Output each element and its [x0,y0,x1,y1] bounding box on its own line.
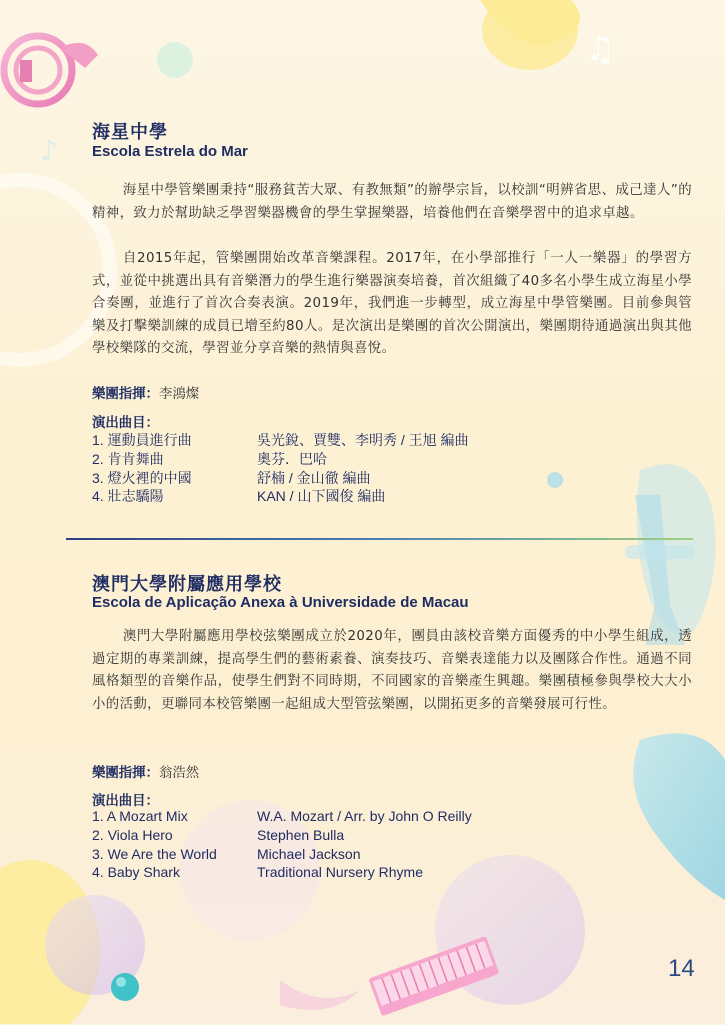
program-title: 1. 運動員進行曲 [92,432,192,448]
section2-paragraph-1: 澳門大學附屬應用學校弦樂團成立於2020年，團員由該校音樂方面優秀的中小學生組成，透過定期的專業訓練，提高學生們的藝術素養、演奏技巧、音樂表達能力以及團隊合作性。通過不同風格類型的音樂作品，使學生們對不同時期，不同國家的音樂產生興趣。樂團積極參與學校大大小小的活動，更聯同本校管樂團一起組成大型管弦樂團，以開拓更多的音樂發展可行性。 [92,629,692,712]
section2-title-pt: Escola de Aplicação Anexa à Universidade de Macau [92,594,469,611]
section1-conductor [92,383,199,402]
program-title: 2. Viola Hero [92,826,173,843]
keyboard-icon [368,935,508,1025]
french-horn-icon [0,20,100,130]
svg-text:♪: ♪ [40,134,58,167]
svg-text:♫: ♫ [585,29,616,69]
program-credit: 吳光銳、賈雙、李明秀 / 王旭 編曲 [257,432,469,448]
program-item [92,450,652,469]
program-item [92,807,652,826]
program-title: 4. 壯志驕陽 [92,488,164,505]
program-title: 3. 燈火裡的中國 [92,469,192,486]
program-credit: KAN / 山下國俊 編曲 [257,488,386,505]
program-credit: W.A. Mozart / Arr. by John O Reilly [257,808,472,824]
section2-conductor [92,762,199,781]
page-number: 14 [668,955,695,982]
program-title: 3. We Are the World [92,845,217,862]
program-credit: Traditional Nursery Rhyme [257,864,423,881]
program-credit: Michael Jackson [257,845,361,862]
conductor-name: 李鴻燦 [158,387,200,402]
program-item [92,431,652,450]
program-item [92,487,652,506]
section1-title-pt: Escola Estrela do Mar [92,143,248,160]
program-title: 1. A Mozart Mix [92,808,188,824]
section2-title-zh: 澳門大學附屬應用學校 [92,574,282,595]
section1-paragraph-1: 海星中學管樂團秉持“服務貧苦大眾、有教無類”的辦學宗旨，以校訓“明辨省思、成己達人”的精神，致力於幫助缺乏學習樂器機會的學生掌握樂器，培養他們在音樂學習中的追求卓越。 [92,183,692,221]
conductor-name: 翁浩然 [158,766,200,781]
section1-program-list [92,431,652,506]
program-item [92,826,652,845]
program-credit: 奧芬．巴哈 [257,450,327,467]
program-credit: 舒楠 / 金山徹 編曲 [257,469,371,486]
program-item [92,845,652,864]
section1-title-zh: 海星中學 [92,122,168,143]
program-title: 2. 肯肯舞曲 [92,450,164,467]
program-item [92,469,652,488]
program-title: 4. Baby Shark [92,864,180,881]
conductor-label: 樂團指揮： [92,766,159,781]
section-divider [66,538,693,540]
program-credit: Stephen Bulla [257,826,345,843]
program-item [92,863,652,882]
conductor-label: 樂團指揮： [92,387,159,402]
section2-program-label: 演出曲目： [92,794,159,809]
section2-program-list [92,807,652,882]
section1-paragraph-2: 自2015年起，管樂團開始改革音樂課程。2017年，在小學部推行「一人一樂器」的學習方式，並從中挑選出具有音樂潛力的學生進行樂器演奏培養，首次組織了40多名小學生成立海星小學合奏團，並進行了首次合奏表演。2019年，我們進一步轉型，成立海星中學管樂團。目前參與管樂及打擊樂訓練的成員已增至約80人。是次演出是樂團的首次公開演出，樂團期待通過演出與其他學校樂隊的交流，學習並分享音樂的熱情與喜悅。 [92,251,692,357]
section1-program-label: 演出曲目： [92,416,159,431]
